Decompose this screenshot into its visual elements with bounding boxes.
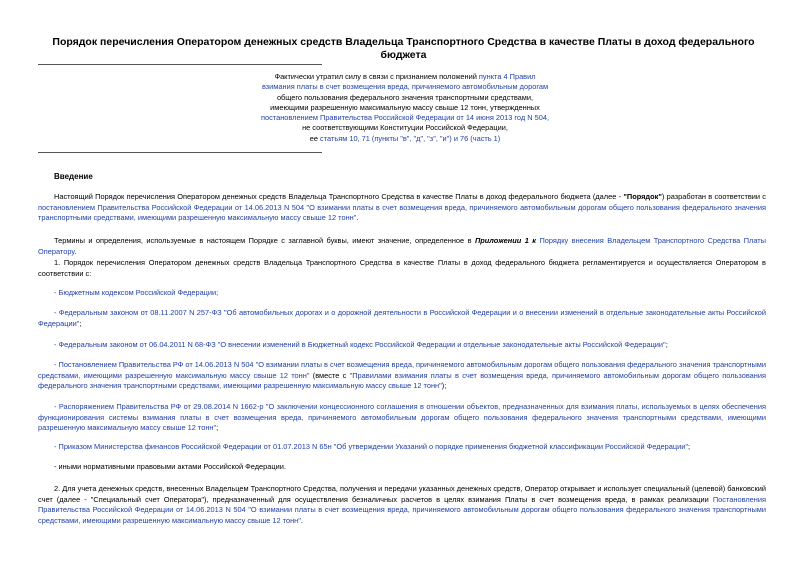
terms-paragraph: Термины и определения, используемые в настоящем Порядке с заглавной буквы, имеют значение, определенное в Приложении 1 к Порядку внесения Владельцем Транспортного Средства Платы Оператору. bbox=[38, 236, 766, 256]
paragraph-1: 1. Порядок перечисления Оператором денежных средств Владельца Транспортного Средства в качестве Платы в доход федерального бюджета регламентируется и осуществляется Оператором в соответствии с: bbox=[38, 258, 766, 278]
intro-link-decree-504[interactable]: постановлением Правительства Российской Федерации от 14.06.2013 N 504 "О взимании платы в счет возмещения вреда, причиняемого автомобильным дорогам общего пользования федерального значения транспортными средствами, имеющими разрешенную максимальную массу свыше 12 тонн" bbox=[38, 202, 766, 222]
top-rule bbox=[38, 64, 322, 65]
list-item-minfin-65n: - Приказом Министерства финансов Российской Федерации от 01.07.2013 N 65н "Об утверждении Указаний о порядке применения бюджетной классификации Российской Федерации"; bbox=[54, 442, 691, 451]
note-line-1: Фактически утратил силу в связи с признанием положений пункта 4 Правил bbox=[274, 72, 536, 81]
intro-paragraph: Настоящий Порядок перечисления Оператором денежных средств Владельца Транспортного Средства в качестве Платы в доход федерального бюджета (далее - "Порядок") разработан в соответствии с постановлением Правительства Российской Федерации от 14.06.2013 N 504 "О взимании платы в счет возмещения вреда, причиняемого автомобильным дорогам общего пользования федерального значения транспортными средствами, имеющими разрешенную максимальную массу свыше 12 тонн". bbox=[38, 192, 766, 222]
bottom-rule bbox=[38, 152, 322, 153]
note-line-5[interactable]: постановлением Правительства Российской Федерации от 14 июня 2013 год N 504, bbox=[260, 113, 550, 123]
note-line-7: ее статьям 10, 71 (пункты "в", "д", "з", "и") и 76 (часть 1) bbox=[309, 133, 501, 143]
note-line-4: имеющими разрешенную максимальную массу свыше 12 тонн, утвержденных bbox=[270, 102, 540, 112]
paragraph-2: 2. Для учета денежных средств, внесенных Владельцем Транспортного Средства, получения и передачи указанных денежных средств, Оператор открывает и использует специальный (целевой) банковский счет (далее - "Специальный счет Оператора"), предназначенный для осуществления безналичных расчетов в целях взимания Платы в счет возмещения вреда, в рамках реализации Постановления Правительства Российской Федерации от 14.06.2013 N 504 "О взимании платы в счет возмещения вреда, причиняемого автомобильным дорогам общего пользования федерального значения транспортными средствами, имеющими разрешенную максимальную массу свыше 12 тонн". bbox=[38, 484, 766, 525]
p2-link-decree-504[interactable]: Постановления Правительства Российской Федерации от 14.06.2013 N 504 "О взимании платы в счет возмещения вреда, причиняемого автомобильным дорогам общего пользования федерального значения транспортными средствами, имеющими разрешенную максимальную массу свыше 12 тонн" bbox=[38, 494, 766, 525]
note-link-constitution[interactable]: статьям 10, 71 (пункты "в", "д", "з", "и") и 76 (часть 1) bbox=[320, 133, 501, 143]
note-line-6: не соответствующими Конституции Российской Федерации, bbox=[302, 123, 508, 133]
list-item-law-257: - Федеральным законом от 08.11.2007 N 257-ФЗ "Об автомобильных дорогах и о дорожной деятельности в Российской Федерации и о внесении изменений в отдельные законодательные акты Российской Федерации"; bbox=[38, 308, 766, 328]
list-item-other-acts: - иными нормативными правовыми актами Российской Федерации. bbox=[54, 462, 286, 471]
note-link-rules[interactable]: пункта 4 Правил bbox=[478, 72, 536, 81]
note-line-2[interactable]: взимания платы в счет возмещения вреда, причиняемого автомобильным дорогам bbox=[261, 82, 549, 92]
document-title: Порядок перечисления Оператором денежных средств Владельца Транспортного Средства в качестве Платы в доход федерального бюджета bbox=[52, 36, 755, 61]
list-item-order-1662: - Распоряжением Правительства РФ от 29.08.2014 N 1662-р "О заключении концессионного соглашения в отношении объектов, предназначенных для взимания платы, используемых в целях обеспечения функционирования системы взимания платы в счет возмещения вреда, причиняемого автомобильным дорогам общего пользования федерального значения транспортными средствами, имеющими разрешенную максимальную массу свыше 12 тонн"; bbox=[38, 402, 766, 432]
list-item-decree-504: - Постановлением Правительства РФ от 14.06.2013 N 504 "О взимании платы в счет возмещения вреда, причиняемого автомобильным дорогам общего пользования федерального значения транспортными средствами, имеющими разрешенную максимальную массу свыше 12 тонн" (вместе с "Правилами взимания платы в счет возмещения вреда, причиняемого автомобильным дорогам общего пользования федерального значения транспортными средствами, имеющими разрешенную максимальную массу свыше 12 тонн"); bbox=[38, 360, 767, 390]
note-line-3: общего пользования федерального значения транспортными средствами, bbox=[276, 92, 534, 102]
list-item-law-68: - Федеральным законом от 06.04.2011 N 68-ФЗ "О внесении изменений в Бюджетный кодекс Российской Федерации и отдельные законодательные акты Российской Федерации"; bbox=[54, 340, 668, 349]
intro-heading: Введение bbox=[54, 172, 93, 181]
terms-link-payment-procedure[interactable]: Порядку внесения Владельцем Транспортного Средства Платы Оператору bbox=[38, 236, 766, 256]
list-item-budget-code: - Бюджетным кодексом Российской Федерации; bbox=[54, 288, 219, 297]
repeal-note bbox=[240, 72, 570, 144]
